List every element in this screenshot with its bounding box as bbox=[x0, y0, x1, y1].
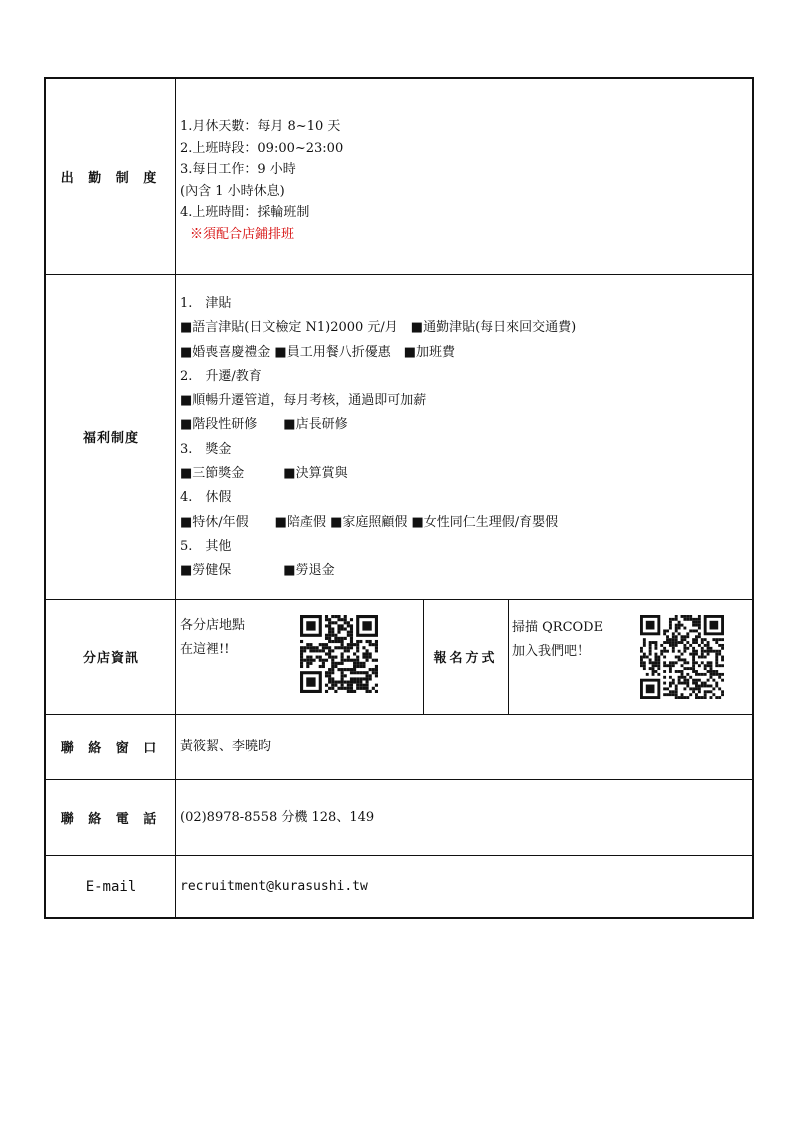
branch-text bbox=[180, 614, 245, 662]
contact-window-value: 黃筱絜、李曉昀 bbox=[180, 739, 272, 754]
branch-text-line: 各分店地點 bbox=[180, 618, 246, 633]
signup-label: 報名方式 bbox=[433, 651, 498, 666]
welfare-line: ■勞健保 ■勞退金 bbox=[180, 563, 335, 579]
welfare-line: ■階段性研修 ■店長研修 bbox=[180, 417, 348, 433]
welfare-line: ■語言津貼(日文檢定 N1)2000 元/月 ■通勤津貼(每日來回交通費) bbox=[180, 320, 577, 336]
signup-text-line: 加入我們吧！ bbox=[512, 644, 591, 659]
welfare-line: 2. 升遷/教育 bbox=[180, 368, 262, 384]
welfare-line: 4. 休假 bbox=[180, 490, 232, 506]
branch-text-line: 在這裡!! bbox=[180, 642, 230, 657]
contact-window-label: 聯 絡 窗 口 bbox=[60, 741, 162, 756]
attendance-line: 2.上班時段：09:00~23:00 bbox=[180, 140, 344, 156]
welfare-line: ■特休/年假 ■陪產假 ■家庭照顧假 ■女性同仁生理假/育嬰假 bbox=[180, 514, 559, 530]
attendance-line: 1.月休天數：每月 8~10 天 bbox=[180, 119, 341, 134]
welfare-label: 福利制度 bbox=[82, 431, 139, 446]
shift-note: ※須配合店鋪排班 bbox=[190, 226, 295, 242]
attendance-label: 出 勤 制 度 bbox=[60, 171, 162, 186]
welfare-line: ■順暢升遷管道，每月考核，通過即可加薪 bbox=[180, 393, 427, 409]
email-label: E-mail bbox=[85, 879, 137, 895]
attendance-content bbox=[180, 116, 343, 245]
branch-label: 分店資訊 bbox=[82, 651, 139, 666]
signup-text-line: 掃描 QRCODE bbox=[512, 620, 604, 635]
branch-column-divider bbox=[508, 599, 509, 714]
attendance-line: (內含 1 小時休息) bbox=[180, 183, 285, 199]
branch-qr-code-icon[interactable] bbox=[300, 615, 378, 693]
welfare-line: ■婚喪喜慶禮金 ■員工用餐八折優惠 ■加班費 bbox=[180, 344, 455, 360]
email-value[interactable]: recruitment@kurasushi.tw bbox=[180, 879, 368, 894]
welfare-line: 3. 獎金 bbox=[180, 441, 232, 457]
welfare-content bbox=[180, 292, 576, 584]
signup-qr-code-icon[interactable] bbox=[640, 615, 724, 699]
contact-phone-value[interactable]: (02)8978-8558 分機 128、149 bbox=[180, 810, 375, 825]
welfare-line: ■三節獎金 ■決算賞與 bbox=[180, 466, 348, 482]
attendance-line: 4.上班時間：採輪班制 bbox=[180, 205, 310, 220]
signup-text bbox=[512, 616, 603, 664]
welfare-line: 5. 其他 bbox=[180, 538, 232, 554]
contact-phone-label: 聯 絡 電 話 bbox=[60, 811, 162, 827]
attendance-line: 3.每日工作：9 小時 bbox=[180, 162, 296, 177]
info-table bbox=[44, 77, 754, 919]
welfare-line: 1. 津貼 bbox=[180, 296, 232, 311]
